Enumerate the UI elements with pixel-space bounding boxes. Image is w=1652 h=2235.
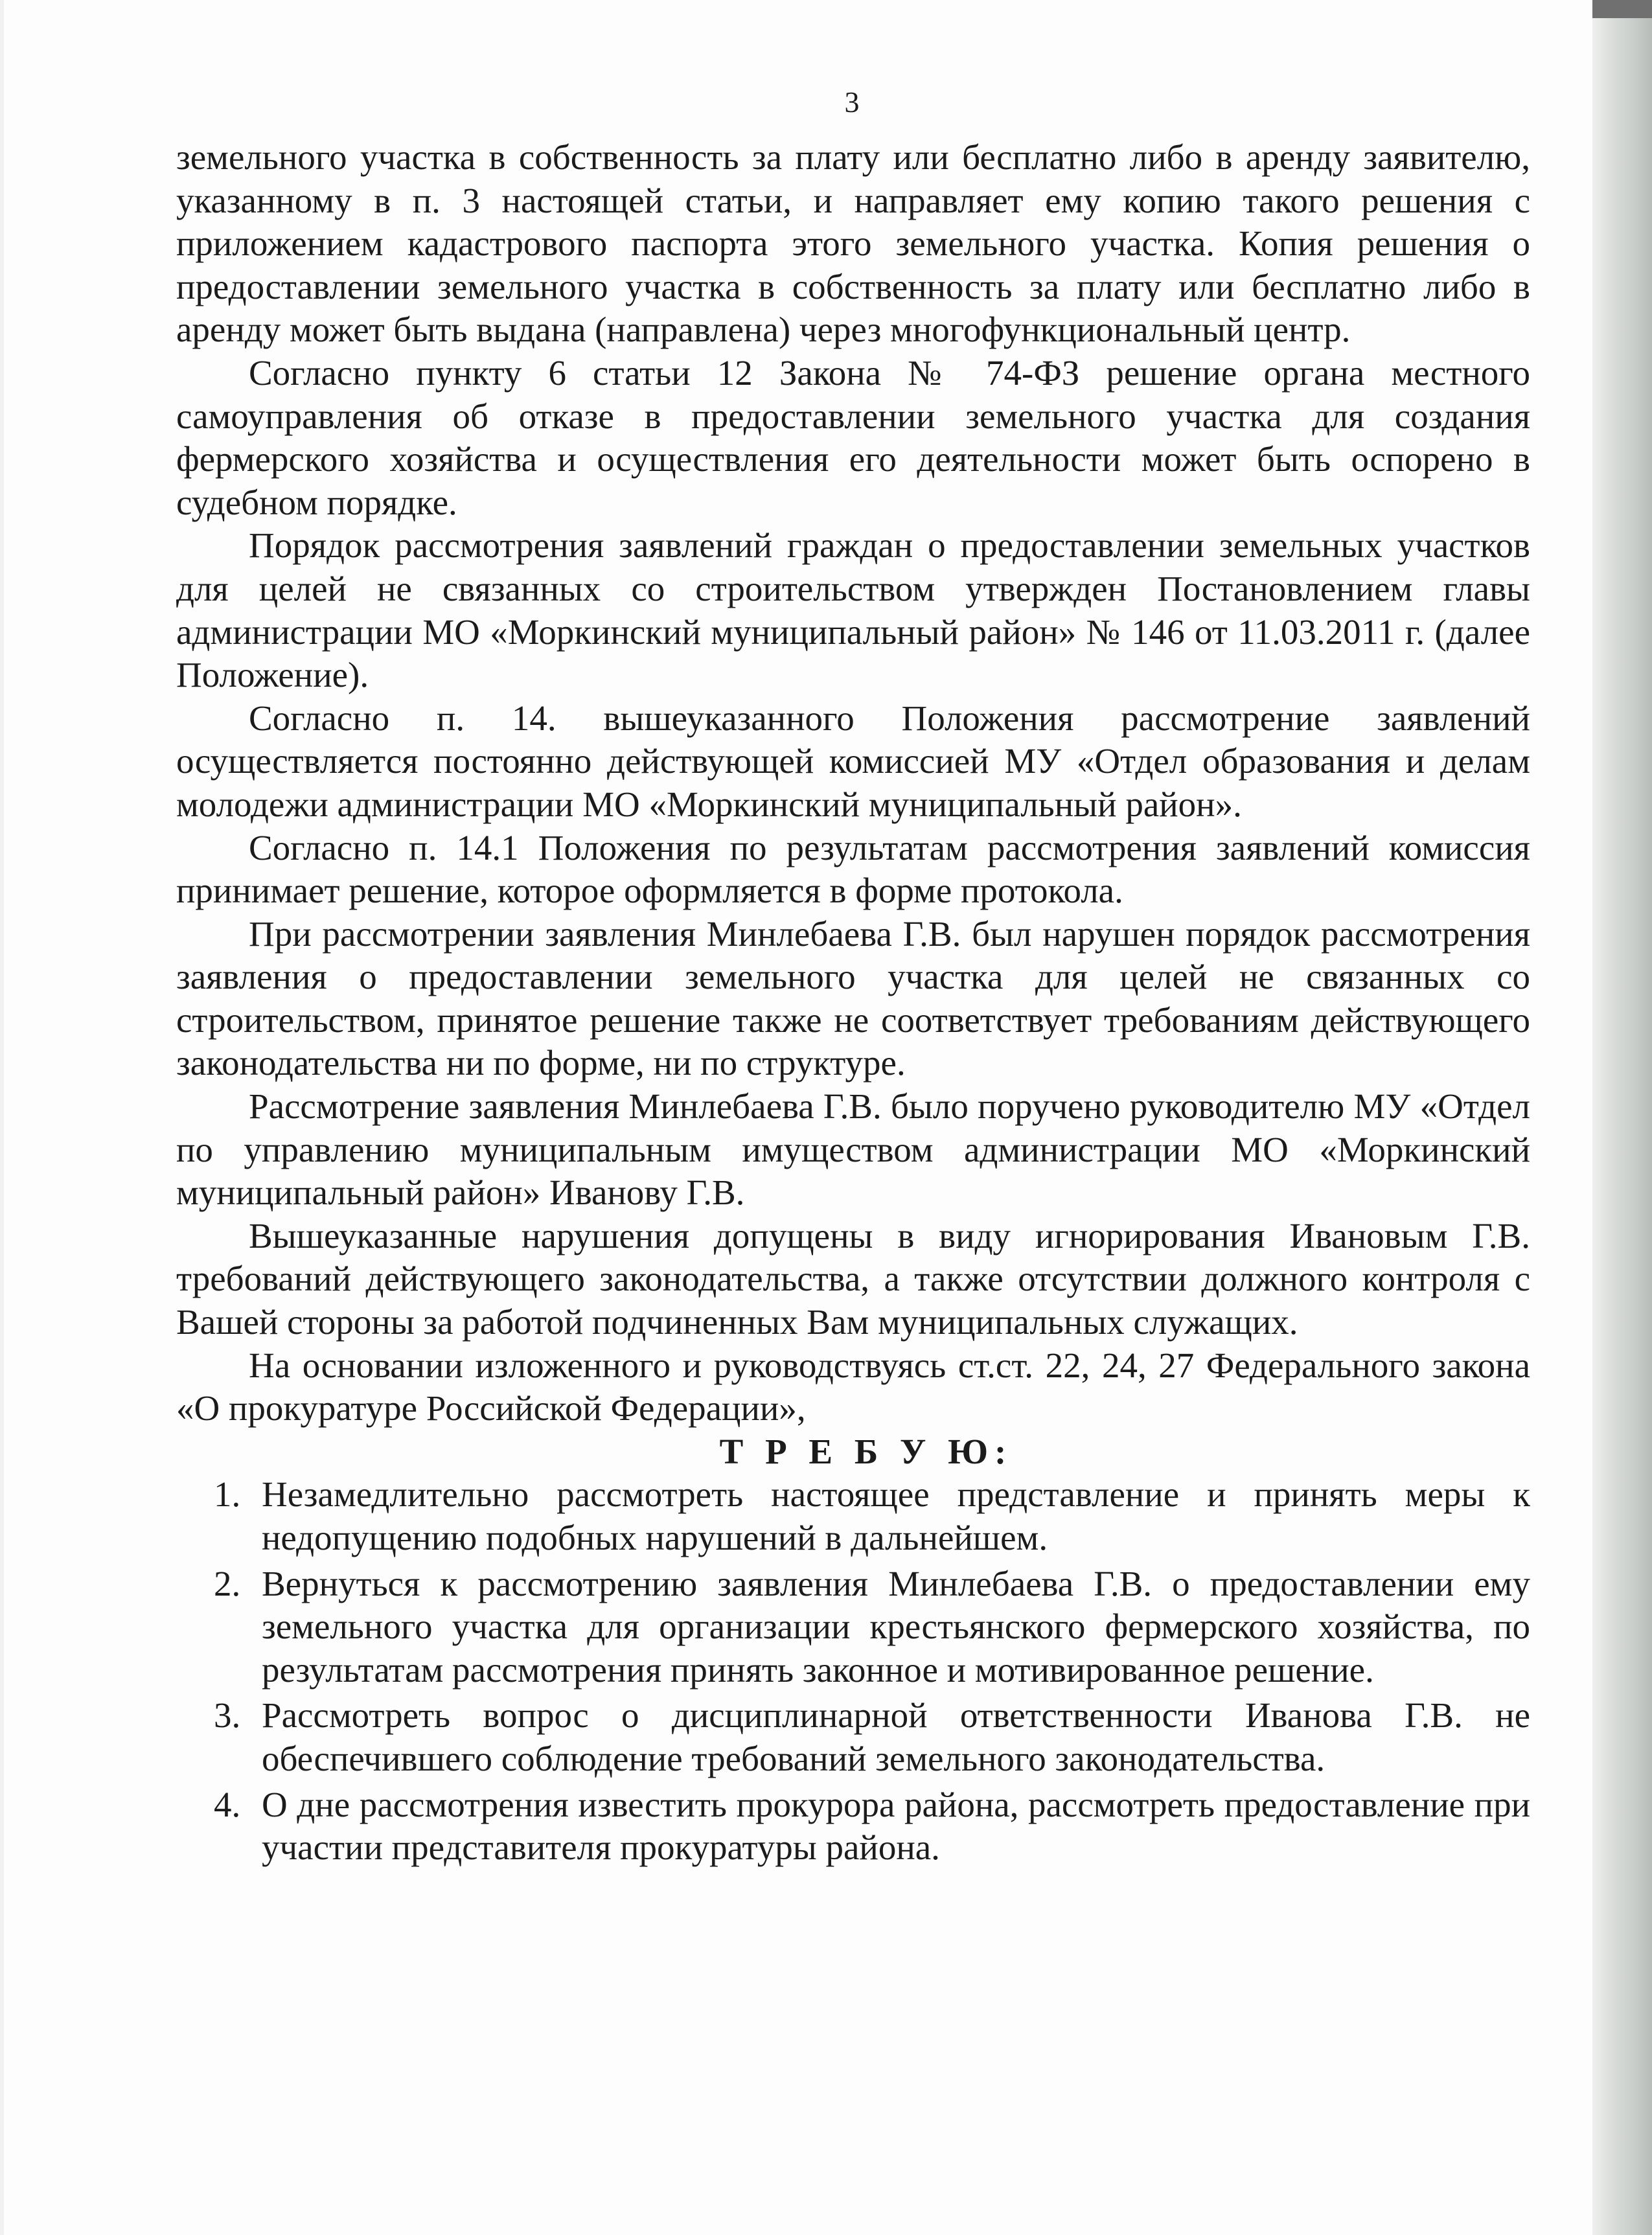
demand-text: Вернуться к рассмотрению заявления Минлебаева Г.В. о предоставлении ему земельного участка для организации крестьянского фермерского хозяйства, по результатам рассмотрения принять законное и мотивированное решение. bbox=[262, 1563, 1530, 1690]
demands-list bbox=[176, 1473, 1530, 1869]
paragraph-protocol: Согласно п. 14.1 Положения по результатам рассмотрения заявлений комиссия принимает решение, которое оформляется в форме протокола. bbox=[176, 827, 1530, 911]
demand-text: Рассмотреть вопрос о дисциплинарной ответственности Иванова Г.В. не обеспечившего соблюдение требований земельного законодательства. bbox=[262, 1695, 1530, 1778]
paragraph-legal-basis: На основании изложенного и руководствуясь ст.ст. 22, 24, 27 Федерального закона «О прокуратуре Российской Федерации», bbox=[176, 1345, 1530, 1428]
demand-text: Незамедлительно рассмотреть настоящее представление и принять меры к недопущению подобных нарушений в дальнейшем. bbox=[262, 1474, 1530, 1557]
document-body bbox=[176, 136, 1530, 1872]
scan-left-edge bbox=[0, 0, 4, 2235]
demand-item bbox=[176, 1563, 1530, 1692]
demand-heading: Т Р Е Б У Ю: bbox=[719, 1431, 1013, 1471]
paragraph-continuation: земельного участка в собственность за плату или бесплатно либо в аренду заявителю, указанному в п. 3 настоящей статьи, и направляет ему копию такого решения с приложением кадастрового паспорта этого земельного участка. Копия решения о предоставлении земельного участка в собственность за плату или бесплатно либо в аренду может быть выдана (направлена) через многофункциональный центр. bbox=[176, 137, 1530, 350]
paragraph-violation: При рассмотрении заявления Минлебаева Г.В. был нарушен порядок рассмотрения заявления о предоставлении земельного участка для целей не связанных со строительством, принятое решение также не соответствует требованиям действующего законодательства ни по форме, ни по структуре. bbox=[176, 913, 1530, 1083]
demand-item bbox=[176, 1473, 1530, 1559]
paragraph-cause: Вышеуказанные нарушения допущены в виду игнорирования Ивановым Г.В. требований действующего законодательства, а также отсутствии должного контроля с Вашей стороны за работой подчиненных Вам муниципальных служащих. bbox=[176, 1215, 1530, 1342]
page-number: 3 bbox=[844, 86, 860, 119]
scan-corner-shadow bbox=[1592, 0, 1652, 18]
demand-number: 2. bbox=[214, 1563, 241, 1603]
demand-text: О дне рассмотрения известить прокурора района, рассмотреть предоставление при участии представителя прокуратуры района. bbox=[262, 1784, 1530, 1868]
demand-item bbox=[176, 1783, 1530, 1870]
demand-number: 4. bbox=[214, 1784, 241, 1824]
demand-number: 3. bbox=[214, 1695, 241, 1736]
scan-right-edge bbox=[1592, 0, 1652, 2235]
paragraph-commission: Согласно п. 14. вышеуказанного Положения рассмотрение заявлений осуществляется постоянно действующей комиссией МУ «Отдел образования и делам молодежи администрации МО «Моркинский муниципальный район». bbox=[176, 698, 1530, 824]
paragraph-procedure: Порядок рассмотрения заявлений граждан о предоставлении земельных участков для целей не связанных со строительством утвержден Постановлением главы администрации МО «Моркинский муниципальный район» № 146 от 11.03.2011 г. (далее Положение). bbox=[176, 525, 1530, 695]
paragraph-assignment: Рассмотрение заявления Минлебаева Г.В. было поручено руководителю МУ «Отдел по управлению муниципальным имуществом администрации МО «Моркинский муниципальный район» Иванову Г.В. bbox=[176, 1086, 1530, 1213]
demand-number: 1. bbox=[214, 1474, 241, 1515]
paragraph-appeal-right: Согласно пункту 6 статьи 12 Закона № 74-ФЗ решение органа местного самоуправления об отказе в предоставлении земельного участка для создания фермерского хозяйства и осуществления его деятельности может быть оспорено в судебном порядке. bbox=[176, 352, 1530, 522]
demand-item bbox=[176, 1694, 1530, 1780]
